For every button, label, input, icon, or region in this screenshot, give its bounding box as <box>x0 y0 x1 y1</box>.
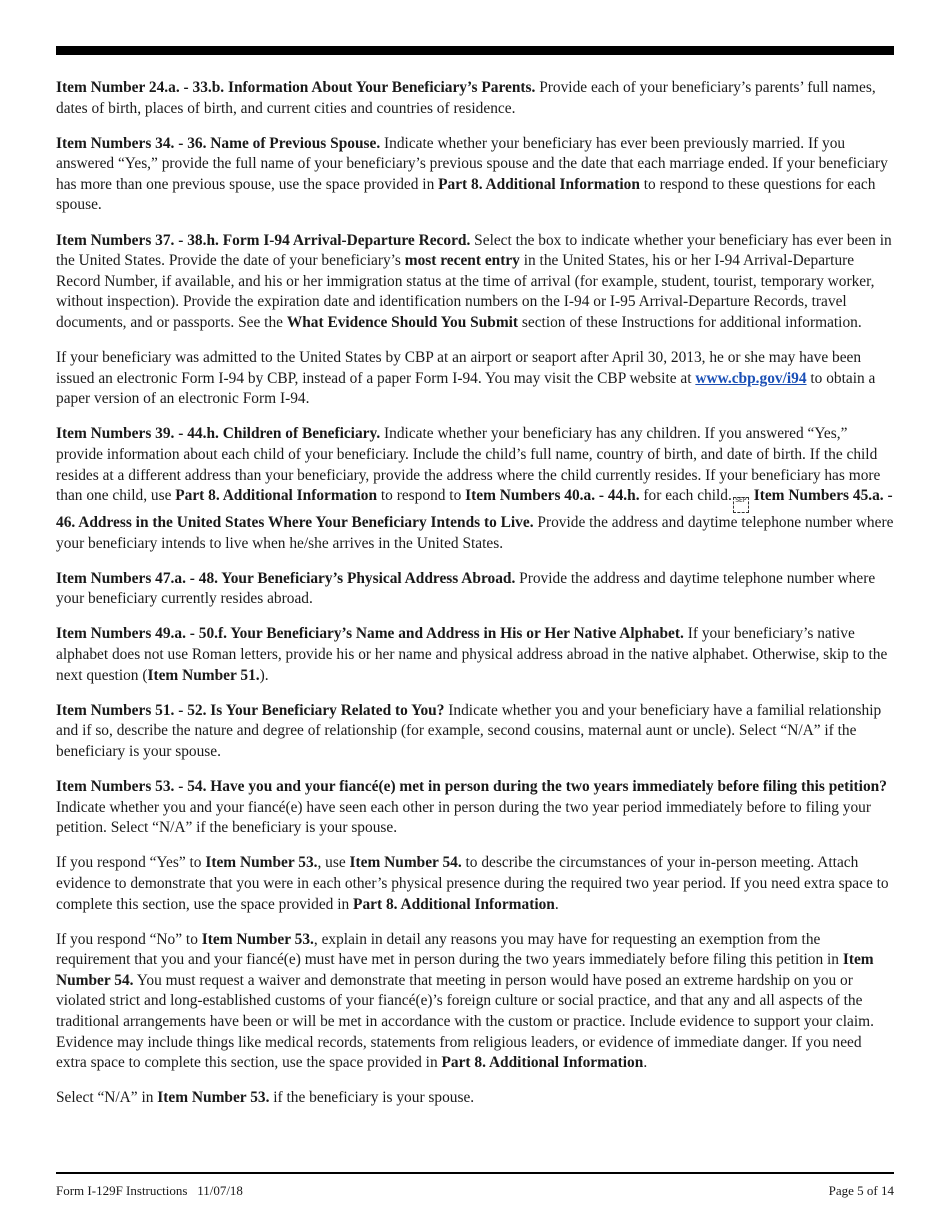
bold-reference: Part 8. Additional Information <box>353 895 555 913</box>
paragraph-text: to describe the circumstances of your in-person meeting. Attach evidence to demonstrate that you were in each other’s physical presence during the required two year period. If you need extra space to complete this section, use the space provided in <box>56 854 889 913</box>
paragraph-native-alphabet <box>56 624 896 686</box>
item-heading: Item Numbers 45.a. - 46. Address in the United States Where Your Beneficiary Intends to Live. <box>56 487 893 532</box>
bold-reference: Item Number 53. <box>201 930 314 948</box>
bold-reference: most recent entry <box>404 252 520 270</box>
paragraph-text: , explain in detail any reasons you may have for requesting an exemption from the requirement that you and your fiancé(e) must have met in person during the two years immediately before filing this petition in <box>56 930 843 969</box>
bold-reference: Item Number 54. <box>56 951 874 989</box>
item-heading: Item Numbers 39. - 44.h. Children of Beneficiary. <box>56 425 381 443</box>
bold-reference: Item Number 53. <box>205 854 318 872</box>
instructions-body <box>56 78 896 1123</box>
bold-reference: Part 8. Additional Information <box>438 175 640 193</box>
item-heading: Item Number 24.a. - 33.b. Information About Your Beneficiary’s Parents. <box>56 79 536 96</box>
paragraph-respond-yes <box>56 853 896 915</box>
item-heading: Item Numbers 37. - 38.h. Form I-94 Arrival-Departure Record. <box>56 231 471 249</box>
paragraph-text: You must request a waiver and demonstrate that meeting in person would have posed an extreme hardship on you or violated strict and long-established customs of your fiancé(e)’s foreign culture or social practice, and that any and all aspects of the traditional arrangements have been or will be met in accordance with the custom or practice. Include evidence to support your claim. Evidence may include things like medical records, statements from religious leaders, or evidence of immediate danger. If you need extra space to complete this section, use the space provided in <box>56 971 874 1072</box>
item-heading: Item Numbers 53. - 54. Have you and your fiancé(e) met in person during the two years immediately before filing this petition? <box>56 778 887 796</box>
separator-glyph-icon: SEP <box>733 497 749 513</box>
item-heading: Item Numbers 47.a. - 48. Your Beneficiary’s Physical Address Abroad. <box>56 569 516 587</box>
paragraph-text: Indicate whether your beneficiary has any children. If you answered “Yes,” provide information about each child of your beneficiary. Include the child’s full name, country of birth, and date of birth. If the child resides at a different address than your beneficiary, provide the address where the child currently resides. If your beneficiary has more than one child, use <box>56 425 881 505</box>
paragraph-text: Indicate whether your beneficiary has ever been previously married. If you answered “Yes,” provide the full name of your beneficiary’s previous spouse and the date that each marriage ended. If your beneficiary has more than one previous spouse, use the space provided in <box>56 134 888 193</box>
paragraph-address-abroad <box>56 569 896 610</box>
paragraph-text: to respond to <box>377 487 466 505</box>
paragraph-select-na <box>56 1088 896 1109</box>
cbp-website-link[interactable]: www.cbp.gov/i94 <box>695 369 807 387</box>
paragraph-text: ). <box>259 666 269 684</box>
paragraph-text: . <box>643 1054 648 1072</box>
paragraph-children <box>56 424 896 554</box>
paragraph-text: Select the box to indicate whether your beneficiary has ever been in the United States. Provide the date of your beneficiary’s <box>56 231 892 270</box>
bold-reference: Item Number 54. <box>349 854 462 872</box>
paragraph-cbp-electronic-i94 <box>56 348 896 410</box>
paragraph-text: If you respond “Yes” to <box>56 854 206 872</box>
paragraph-text: If you respond “No” to <box>56 930 202 948</box>
header-rule <box>56 46 894 55</box>
paragraph-parents <box>56 78 896 119</box>
paragraph-text: to obtain a paper version of an electronic Form I-94. <box>56 369 876 408</box>
bold-reference: Item Number 53. <box>157 1089 270 1107</box>
paragraph-previous-spouse <box>56 134 896 216</box>
footer-rule <box>56 1172 894 1174</box>
item-heading: Item Numbers 51. - 52. Is Your Beneficiary Related to You? <box>56 701 445 719</box>
bold-reference: Part 8. Additional Information <box>175 487 378 505</box>
paragraph-text: If your beneficiary was admitted to the United States by CBP at an airport or seaport after April 30, 2013, he or she may have been issued an electronic Form I-94 by CBP, instead of a paper Form I-94. You may visit the CBP website at <box>56 349 862 387</box>
paragraph-text: Provide the address and daytime telephone number where your beneficiary intends to live when he/she arrives in the United States. <box>56 514 894 552</box>
bold-reference: Item Number 51. <box>147 666 260 684</box>
form-label: Form I-129F Instructions 11/07/18 <box>56 1183 243 1198</box>
paragraph-text: Select “N/A” in <box>56 1089 158 1107</box>
page-footer <box>56 1183 894 1199</box>
paragraph-text: for each child. <box>639 487 732 505</box>
bold-reference: Item Numbers 40.a. - 44.h. <box>465 487 640 505</box>
paragraph-text: section of these Instructions for additional information. <box>518 313 862 331</box>
paragraph-respond-no <box>56 930 896 1074</box>
paragraph-related <box>56 701 896 763</box>
bold-reference: What Evidence Should You Submit <box>286 313 519 331</box>
item-heading: Item Numbers 49.a. - 50.f. Your Beneficiary’s Name and Address in His or Her Native Alphabet. <box>56 625 684 643</box>
paragraph-text: , use <box>317 854 350 872</box>
paragraph-text: Provide each of your beneficiary’s parents’ full names, dates of birth, places of birth, and current cities and countries of residence. <box>56 79 876 117</box>
bold-reference: Part 8. Additional Information <box>441 1054 644 1072</box>
paragraph-text: If your beneficiary’s native alphabet does not use Roman letters, provide his or her name and physical address abroad in the native alphabet. Otherwise, skip to the next question ( <box>56 625 888 684</box>
paragraph-text: Provide the address and daytime telephone number where your beneficiary currently resides abroad. <box>56 569 876 608</box>
page-number: Page 5 of 14 <box>828 1183 894 1198</box>
paragraph-text: Indicate whether you and your beneficiary have a familial relationship and if so, describe the nature and degree of relationship (for example, second cousins, maternal aunt or uncle). Select “N/A” if the beneficiary is your spouse. <box>56 701 882 760</box>
paragraph-text: to respond to these questions for each spouse. <box>56 175 876 214</box>
paragraph-met-in-person <box>56 777 896 839</box>
item-heading: Item Numbers 34. - 36. Name of Previous Spouse. <box>56 134 381 152</box>
paragraph-text: if the beneficiary is your spouse. <box>269 1089 475 1107</box>
paragraph-text: in the United States, his or her I-94 Arrival-Departure Record Number, if available, and his or her immigration status at the time of arrival (for example, student, tourist, temporary worker, without inspection). Provide the expiration date and identification numbers on the I-94 or I-95 Arrival-Departure Records, travel documents, and or passports. See the <box>56 252 875 331</box>
paragraph-text: . <box>554 895 559 913</box>
paragraph-i94-record <box>56 231 896 334</box>
paragraph-text: Indicate whether you and your fiancé(e) have seen each other in person during the two year period immediately before to filing your petition. Select “N/A” if the beneficiary is your spouse. <box>56 798 871 837</box>
